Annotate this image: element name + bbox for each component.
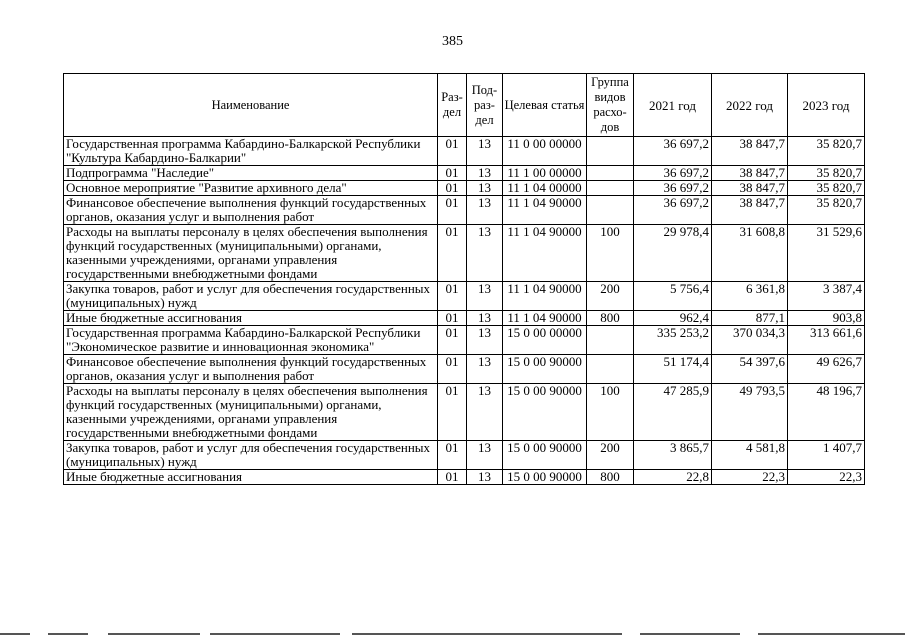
table-row (64, 311, 865, 326)
cell-podrazdel: 13 (467, 137, 503, 166)
cell-razdel: 01 (438, 282, 467, 311)
table-row (64, 470, 865, 485)
cell-statya: 15 0 00 90000 (503, 384, 587, 441)
table-body (64, 137, 865, 485)
table-row (64, 225, 865, 282)
cell-2021: 5 756,4 (634, 282, 712, 311)
cell-razdel: 01 (438, 166, 467, 181)
cell-2021: 51 174,4 (634, 355, 712, 384)
cell-statya: 11 1 04 90000 (503, 282, 587, 311)
header-row (64, 74, 865, 137)
cell-razdel: 01 (438, 384, 467, 441)
cell-2023: 49 626,7 (788, 355, 865, 384)
cell-razdel: 01 (438, 137, 467, 166)
cell-vid: 200 (587, 282, 634, 311)
header-2023: 2023 год (788, 74, 865, 137)
cell-razdel: 01 (438, 196, 467, 225)
header-2021: 2021 год (634, 74, 712, 137)
cell-2022: 877,1 (712, 311, 788, 326)
cell-2022: 4 581,8 (712, 441, 788, 470)
cell-name: Иные бюджетные ассигнования (64, 470, 438, 485)
cell-2021: 962,4 (634, 311, 712, 326)
cell-2023: 31 529,6 (788, 225, 865, 282)
cell-statya: 11 0 00 00000 (503, 137, 587, 166)
cell-2023: 1 407,7 (788, 441, 865, 470)
cell-razdel: 01 (438, 470, 467, 485)
cell-vid: 100 (587, 384, 634, 441)
cell-2021: 29 978,4 (634, 225, 712, 282)
header-vid: Группа видов расхо-дов (587, 74, 634, 137)
scan-edge-line (0, 633, 30, 635)
cell-podrazdel: 13 (467, 470, 503, 485)
cell-statya: 11 1 04 90000 (503, 225, 587, 282)
cell-2022: 370 034,3 (712, 326, 788, 355)
cell-podrazdel: 13 (467, 166, 503, 181)
cell-2021: 47 285,9 (634, 384, 712, 441)
cell-podrazdel: 13 (467, 311, 503, 326)
cell-podrazdel: 13 (467, 181, 503, 196)
cell-statya: 11 1 04 00000 (503, 181, 587, 196)
table-row (64, 166, 865, 181)
cell-vid: 800 (587, 470, 634, 485)
cell-2023: 35 820,7 (788, 181, 865, 196)
cell-2023: 35 820,7 (788, 166, 865, 181)
scan-edge-line (758, 633, 905, 635)
table-row (64, 196, 865, 225)
scan-edge-line (48, 633, 88, 635)
cell-2023: 903,8 (788, 311, 865, 326)
scan-edge-line (108, 633, 200, 635)
cell-vid (587, 137, 634, 166)
cell-2023: 313 661,6 (788, 326, 865, 355)
cell-2022: 38 847,7 (712, 181, 788, 196)
cell-statya: 11 1 00 00000 (503, 166, 587, 181)
cell-podrazdel: 13 (467, 282, 503, 311)
cell-name: Государственная программа Кабардино-Балкарской Республики "Культура Кабардино-Балкарии" (64, 137, 438, 166)
cell-name: Основное мероприятие "Развитие архивного дела" (64, 181, 438, 196)
cell-podrazdel: 13 (467, 355, 503, 384)
cell-name: Закупка товаров, работ и услуг для обеспечения государственных (муниципальных) нужд (64, 441, 438, 470)
cell-statya: 11 1 04 90000 (503, 311, 587, 326)
header-name: Наименование (64, 74, 438, 137)
budget-table (63, 73, 865, 485)
cell-podrazdel: 13 (467, 225, 503, 282)
cell-2022: 22,3 (712, 470, 788, 485)
cell-2022: 38 847,7 (712, 196, 788, 225)
cell-name: Финансовое обеспечение выполнения функций государственных органов, оказания услуг и выполнения работ (64, 196, 438, 225)
cell-2021: 36 697,2 (634, 196, 712, 225)
cell-2021: 335 253,2 (634, 326, 712, 355)
cell-name: Подпрограмма "Наследие" (64, 166, 438, 181)
cell-2022: 54 397,6 (712, 355, 788, 384)
cell-vid: 200 (587, 441, 634, 470)
table-row (64, 326, 865, 355)
cell-vid (587, 326, 634, 355)
cell-2021: 36 697,2 (634, 137, 712, 166)
cell-2021: 36 697,2 (634, 181, 712, 196)
cell-2023: 35 820,7 (788, 137, 865, 166)
table-row (64, 282, 865, 311)
header-razdel: Раз-дел (438, 74, 467, 137)
cell-razdel: 01 (438, 181, 467, 196)
cell-2023: 22,3 (788, 470, 865, 485)
cell-statya: 15 0 00 90000 (503, 355, 587, 384)
header-statya: Целевая статья (503, 74, 587, 137)
cell-razdel: 01 (438, 311, 467, 326)
table-row (64, 384, 865, 441)
cell-razdel: 01 (438, 441, 467, 470)
cell-name: Финансовое обеспечение выполнения функций государственных органов, оказания услуг и выполнения работ (64, 355, 438, 384)
cell-2021: 36 697,2 (634, 166, 712, 181)
cell-name: Иные бюджетные ассигнования (64, 311, 438, 326)
cell-2021: 22,8 (634, 470, 712, 485)
page-number: 385 (442, 34, 463, 49)
cell-razdel: 01 (438, 355, 467, 384)
cell-2021: 3 865,7 (634, 441, 712, 470)
cell-vid (587, 196, 634, 225)
cell-2022: 38 847,7 (712, 166, 788, 181)
cell-statya: 15 0 00 00000 (503, 326, 587, 355)
cell-podrazdel: 13 (467, 441, 503, 470)
cell-statya: 15 0 00 90000 (503, 470, 587, 485)
cell-name: Закупка товаров, работ и услуг для обеспечения государственных (муниципальных) нужд (64, 282, 438, 311)
cell-podrazdel: 13 (467, 384, 503, 441)
cell-2023: 3 387,4 (788, 282, 865, 311)
header-2022: 2022 год (712, 74, 788, 137)
cell-name: Расходы на выплаты персоналу в целях обеспечения выполнения функций государственных (муниципальными) органами, казенными учреждениями, органами управления государственными внебюджетными фондами (64, 225, 438, 282)
cell-2022: 31 608,8 (712, 225, 788, 282)
table-row (64, 441, 865, 470)
table-row (64, 181, 865, 196)
cell-2022: 6 361,8 (712, 282, 788, 311)
table-row (64, 137, 865, 166)
cell-vid (587, 166, 634, 181)
cell-razdel: 01 (438, 326, 467, 355)
cell-2022: 38 847,7 (712, 137, 788, 166)
cell-podrazdel: 13 (467, 326, 503, 355)
scan-edge-line (640, 633, 740, 635)
cell-vid (587, 355, 634, 384)
cell-vid: 100 (587, 225, 634, 282)
cell-statya: 15 0 00 90000 (503, 441, 587, 470)
cell-razdel: 01 (438, 225, 467, 282)
cell-2023: 48 196,7 (788, 384, 865, 441)
cell-statya: 11 1 04 90000 (503, 196, 587, 225)
scan-edge-line (210, 633, 340, 635)
cell-name: Государственная программа Кабардино-Балкарской Республики "Экономическое развитие и инновационная экономика" (64, 326, 438, 355)
cell-2022: 49 793,5 (712, 384, 788, 441)
cell-vid (587, 181, 634, 196)
table-row (64, 355, 865, 384)
scan-edge-line (352, 633, 622, 635)
cell-vid: 800 (587, 311, 634, 326)
header-podrazdel: Под-раз-дел (467, 74, 503, 137)
cell-name: Расходы на выплаты персоналу в целях обеспечения выполнения функций государственных (муниципальными) органами, казенными учреждениями, органами управления государственными внебюджетными фондами (64, 384, 438, 441)
cell-2023: 35 820,7 (788, 196, 865, 225)
cell-podrazdel: 13 (467, 196, 503, 225)
